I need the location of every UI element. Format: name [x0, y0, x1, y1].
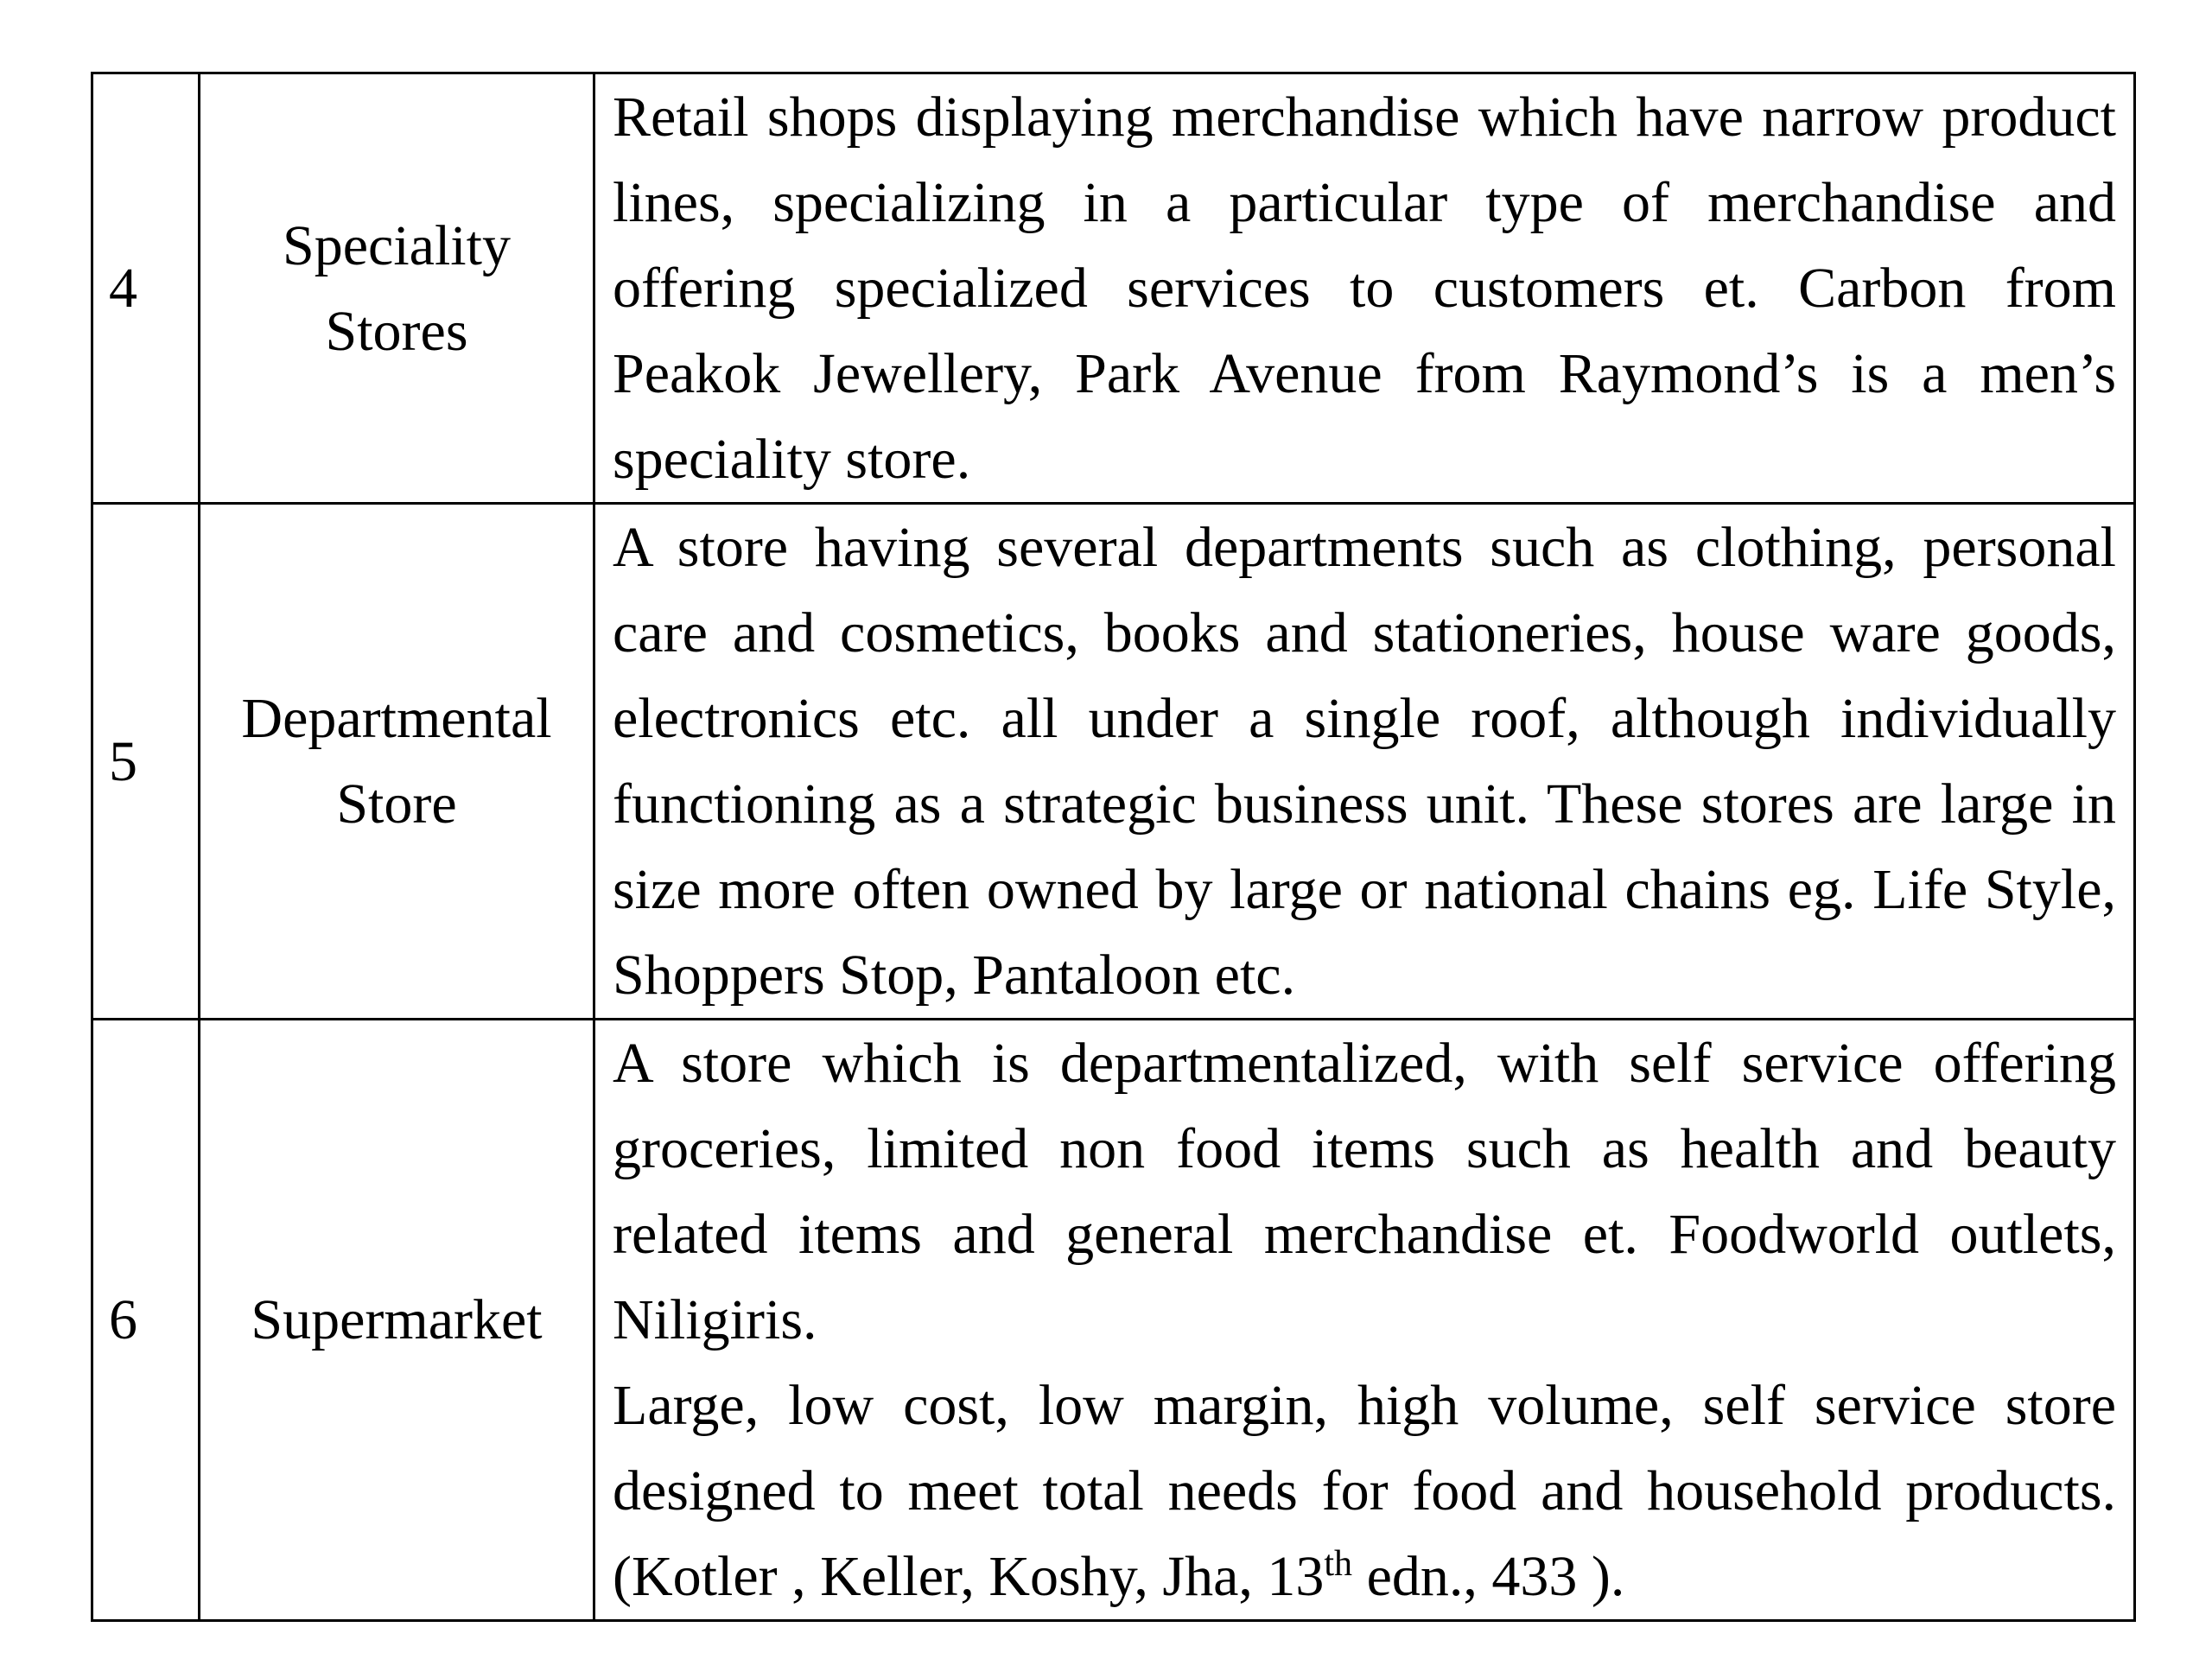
row-number-cell: 6	[92, 1020, 200, 1621]
description-cell	[594, 1020, 2135, 1621]
store-type-cell	[200, 1020, 594, 1621]
store-type-cell	[200, 504, 594, 1020]
store-type-line: Departmental	[241, 687, 552, 750]
description-cell	[594, 73, 2135, 504]
description-text: A store having several departments such as clothing, personal care and cosmetics, books and stationeries, house ware goods, electronics etc. all under a single roof, although individually functioning as a strategic business unit. These stores are large in size more often owned by large or national chains eg. Life Style, Shoppers Stop, Pantaloon etc.	[613, 516, 2116, 1007]
description-cell	[594, 504, 2135, 1020]
table-row	[92, 504, 2135, 1020]
row-number-cell: 4	[92, 73, 200, 504]
description-text: Retail shops displaying merchandise which have narrow product lines, specializing in a particular type of merchandise and offering specialized services to customers et. Carbon from Peakok Jewellery, Park Avenue from Raymond’s is a men’s speciality store.	[613, 86, 2116, 491]
description-text: A store which is departmentalized, with self service offering groceries, limited non food items such as health and beauty related items and general merchandise et. Foodworld outlets, Niligiris.	[613, 1032, 2116, 1351]
store-type-cell	[200, 73, 594, 504]
edition-superscript: th	[1324, 1544, 1353, 1584]
store-type-line: Stores	[325, 299, 468, 363]
row-number-cell: 5	[92, 504, 200, 1020]
store-type-line: Store	[336, 772, 457, 836]
table-row	[92, 73, 2135, 504]
store-type-line: Supermarket	[251, 1288, 543, 1351]
citation-tail: edn., 433 ).	[1352, 1545, 1625, 1608]
store-type-line: Speciality	[283, 213, 511, 277]
table-row	[92, 1020, 2135, 1621]
citation-text: Large, low cost, low margin, high volume, self service store designed to meet total needs for food and household products. (Kotler , Keller, Koshy, Jha, 13	[613, 1374, 2116, 1608]
description-citation-paragraph	[613, 1363, 2116, 1619]
retail-formats-table	[91, 72, 2136, 1622]
